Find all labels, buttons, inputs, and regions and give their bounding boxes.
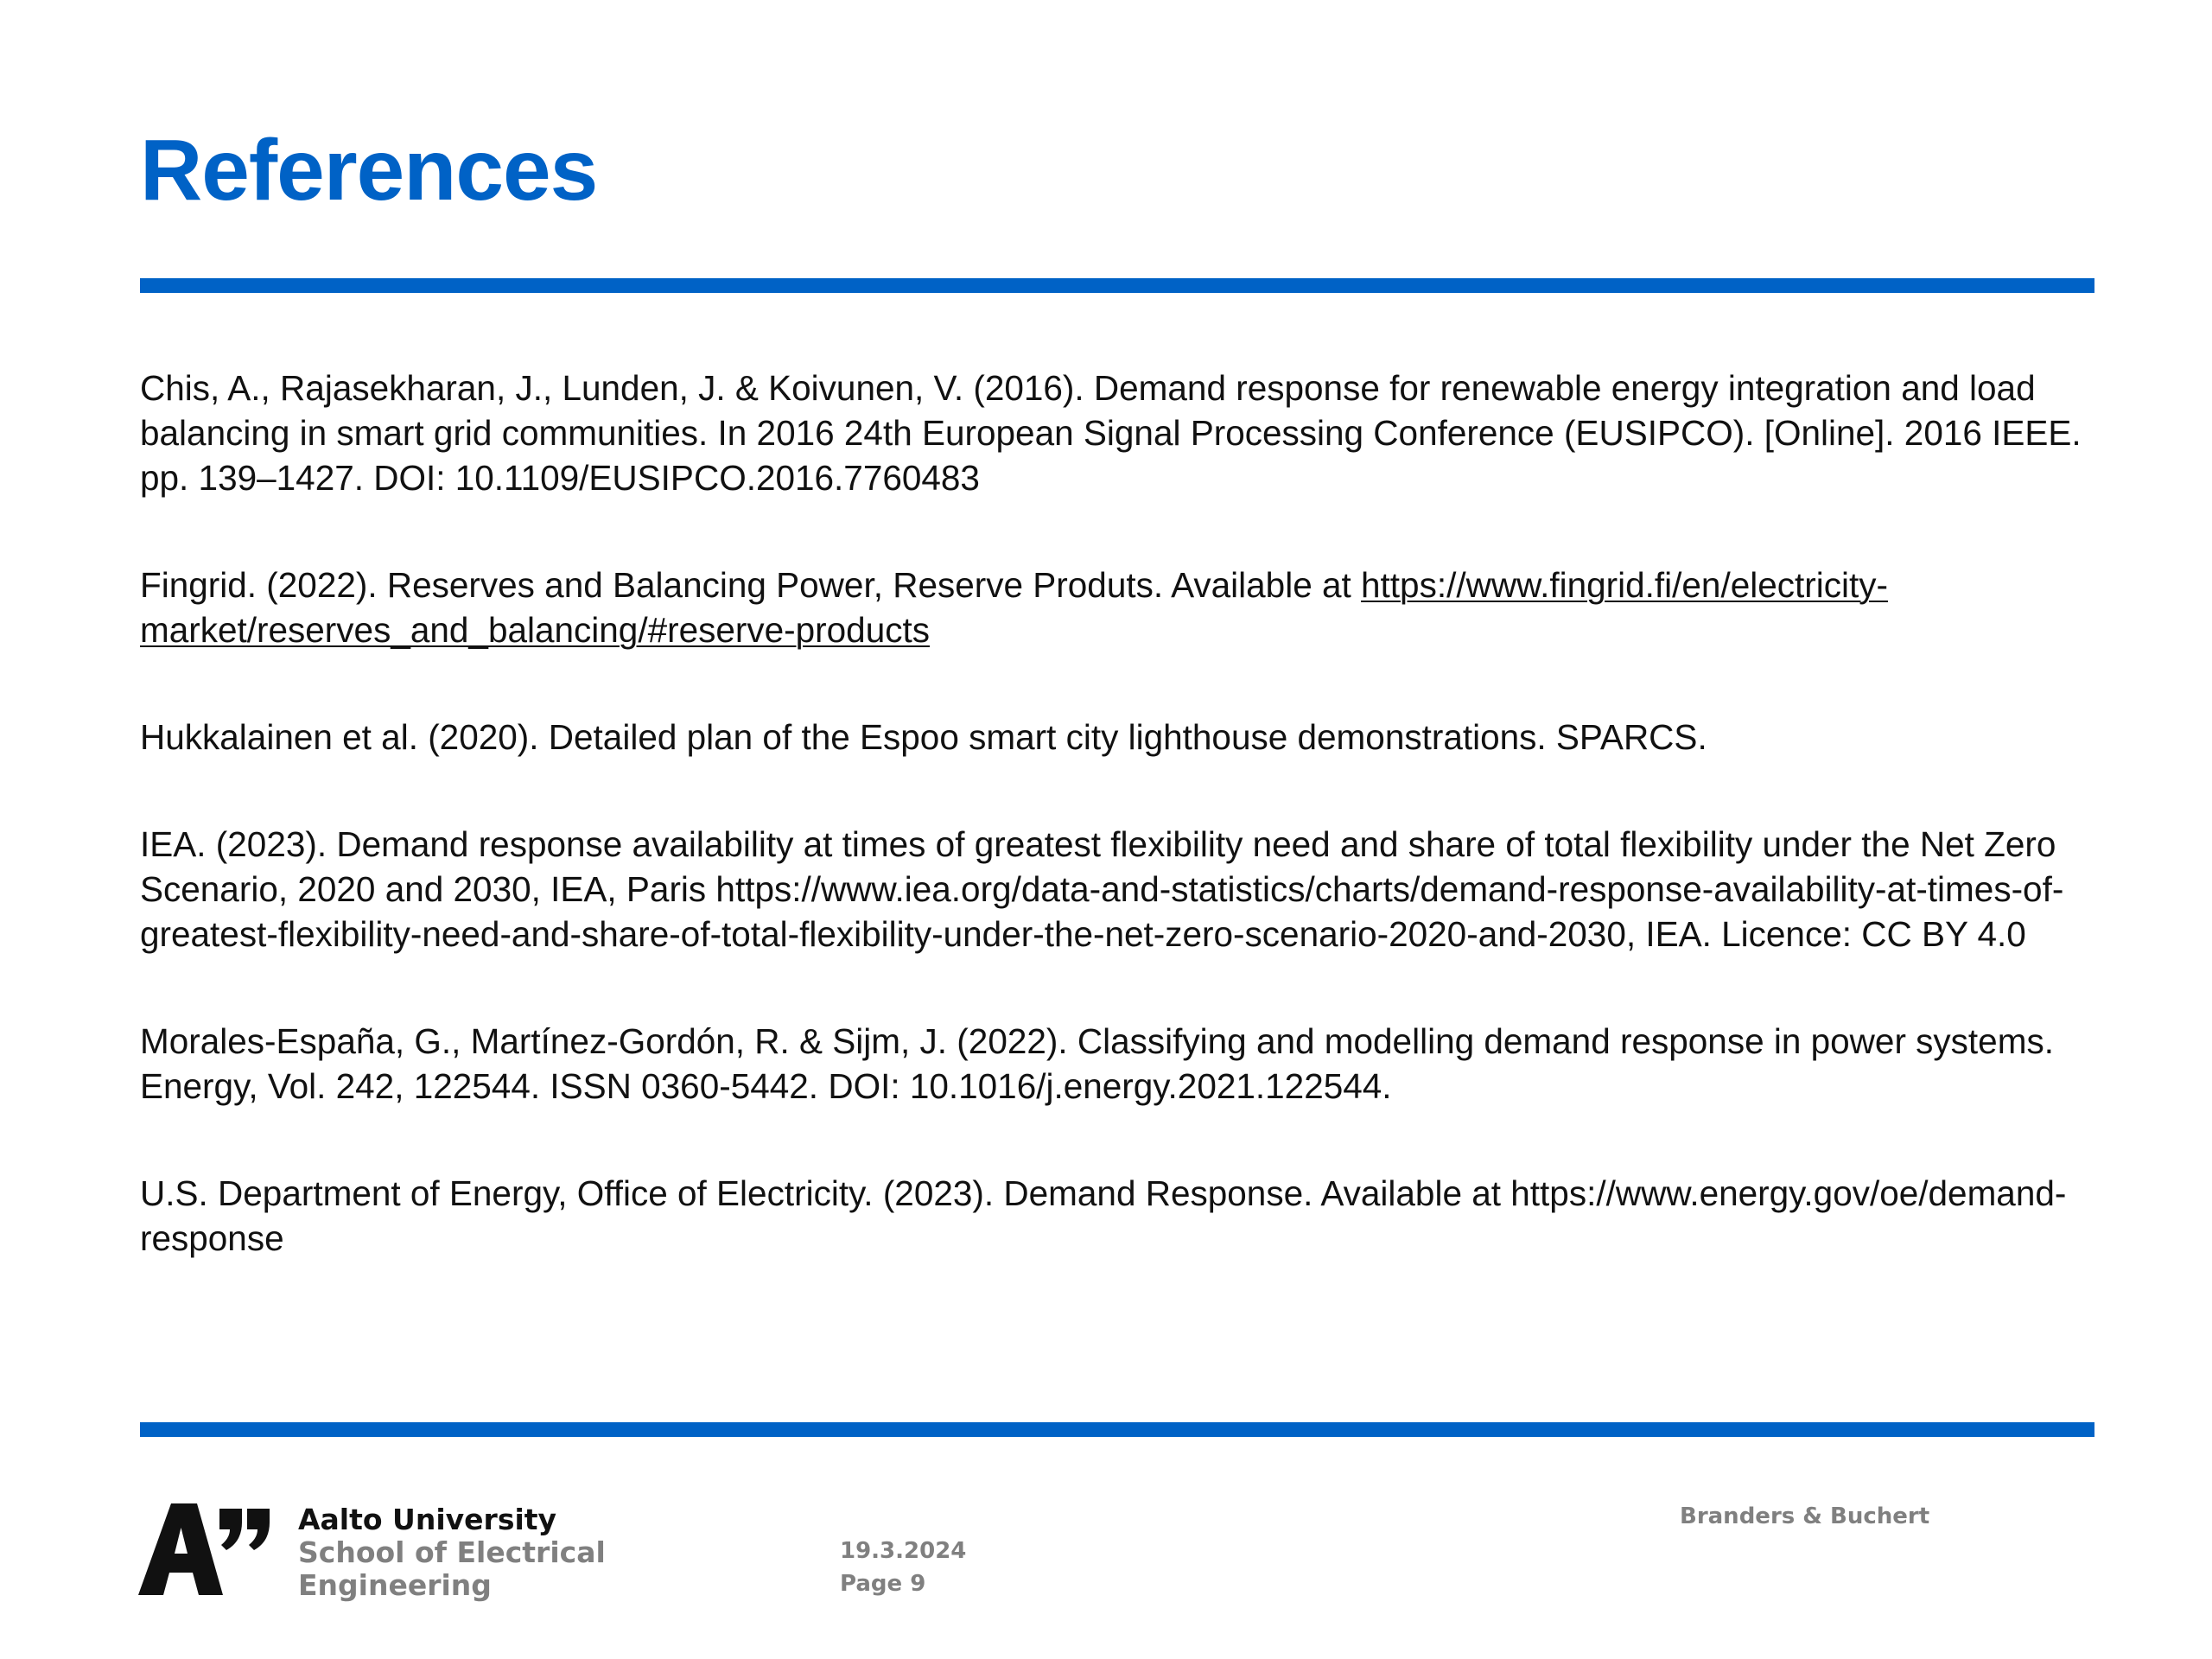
reference-list: [140, 365, 2136, 1261]
reference-text: IEA. (2023). Demand response availability at times of greatest flexibility need and share of total flexibility under the Net Zero Scenario, 2020 and 2030, IEA, Paris https://www.iea.org/data-and-statistics/charts/demand-response-availability-at-times-of-greatest-flexibility-need-and-share-of-total-flexibility-under-the-net-zero-scenario-2020-and-2030, IEA. Licence: CC BY 4.0: [140, 824, 2064, 954]
school-name-line1: School of Electrical: [298, 1535, 606, 1569]
reference-item-iea: [140, 822, 2136, 957]
reference-item-hukkalainen: [140, 715, 2136, 760]
reference-text: Hukkalainen et al. (2020). Detailed plan of the Espoo smart city lighthouse demonstrations. SPARCS.: [140, 717, 1707, 757]
aalto-a-logo-icon: [138, 1503, 270, 1595]
reference-text: Fingrid. (2022). Reserves and Balancing Power, Reserve Produts. Available at: [140, 565, 1362, 605]
title-divider: [140, 278, 2094, 293]
reference-item-morales-espana: [140, 1019, 2136, 1109]
reference-text: U.S. Department of Energy, Office of Electricity. (2023). Demand Response. Available at https://www.energy.gov/oe/demand-response: [140, 1173, 2067, 1258]
page-title: References: [140, 122, 598, 219]
page-number: Page 9: [840, 1571, 926, 1597]
reference-text: Chis, A., Rajasekharan, J., Lunden, J. & Koivunen, V. (2016). Demand response for renewable energy integration and load balancing in smart grid communities. In 2016 24th European Signal Processing Conference (EUSIPCO). [Online]. 2016 IEEE. pp. 139–1427. DOI: 10.1109/EUSIPCO.2016.7760483: [140, 368, 2082, 498]
reference-link-fingrid[interactable]: https://www.fingrid.fi/en/electricity-market/reserves_and_balancing/#reserve-products: [140, 565, 1888, 650]
university-name: Aalto University: [298, 1503, 557, 1536]
slide-date: 19.3.2024: [840, 1538, 967, 1564]
reference-text: Morales-España, G., Martínez-Gordón, R. & Sijm, J. (2022). Classifying and modelling demand response in power systems. Energy, Vol. 242, 122544. ISSN 0360-5442. DOI: 10.1016/j.energy.2021.122544.: [140, 1021, 2054, 1106]
school-name-line2: Engineering: [298, 1568, 492, 1602]
reference-item-us-doe: [140, 1171, 2136, 1261]
footer-divider: [140, 1422, 2094, 1437]
date-page-block: [840, 1535, 966, 1600]
university-block: [298, 1503, 606, 1602]
footer-authors: Branders & Buchert: [1680, 1503, 1930, 1529]
reference-item-chis: [140, 365, 2136, 500]
reference-item-fingrid: [140, 563, 2136, 652]
